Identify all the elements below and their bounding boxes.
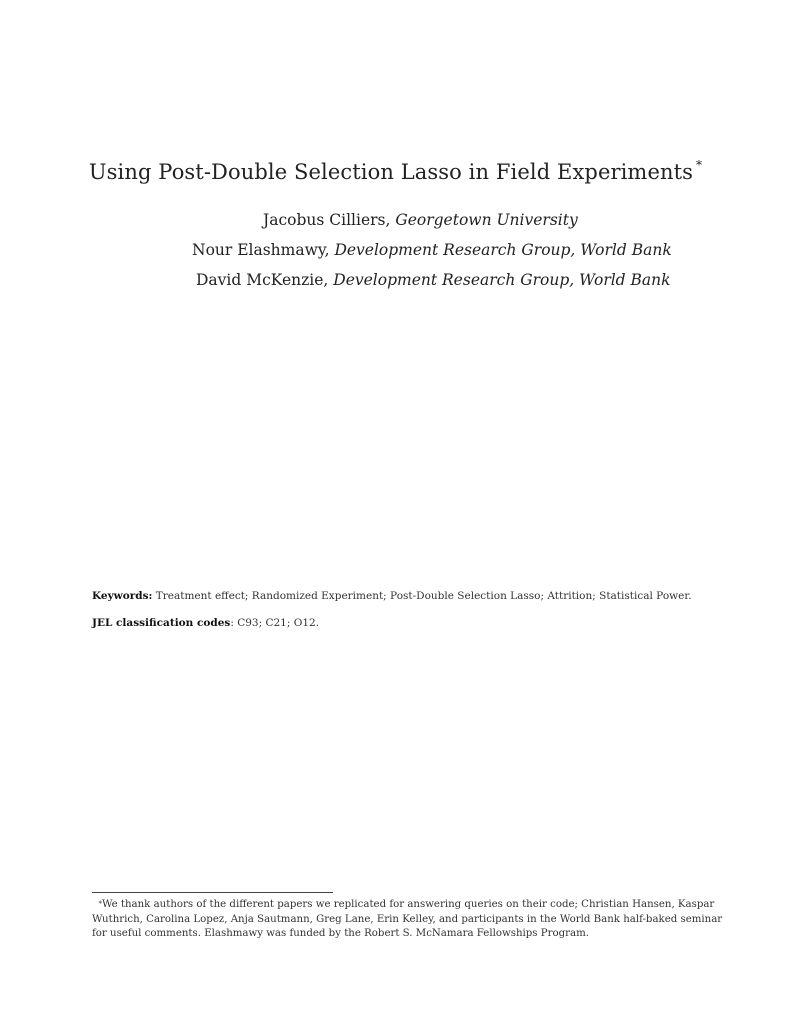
- paper-title-text: Using Post-Double Selection Lasso in Field Experiments: [88, 160, 694, 184]
- jel-codes-line: [92, 617, 319, 629]
- author-line-elashmawy: [192, 241, 672, 259]
- author-line-mckenzie: [196, 271, 671, 289]
- paper-title: [0, 160, 791, 184]
- acknowledgement-footnote: [92, 898, 723, 942]
- title-footnote-mark: *: [696, 158, 703, 172]
- footnote-divider: [92, 892, 333, 893]
- jel-label: JEL classification codes: [92, 617, 231, 629]
- author-name: David McKenzie,: [196, 271, 329, 289]
- author-name: Jacobus Cilliers,: [263, 211, 391, 229]
- author-affiliation: Georgetown University: [395, 211, 578, 229]
- jel-codes-text: : C93; C21; O12.: [230, 617, 320, 629]
- footnote-line: Wuthrich, Carolina Lopez, Anja Sautmann, Greg Lane, Erin Kelley, and participants in the World Bank half-baked seminar: [92, 913, 723, 925]
- footnote-line: [92, 898, 715, 913]
- author-line-cilliers: [263, 211, 578, 229]
- footnote-line-text: We thank authors of the different papers we replicated for answering queries on their code; Christian Hansen, Kaspar: [101, 899, 715, 910]
- keywords-line: [92, 590, 692, 602]
- author-affiliation: Development Research Group, World Bank: [333, 271, 671, 289]
- keywords-label: Keywords:: [92, 590, 153, 602]
- author-name: Nour Elashmawy,: [192, 241, 330, 259]
- footnote-line: for useful comments. Elashmawy was funded by the Robert S. McNamara Fellowships Program.: [92, 928, 589, 939]
- footnote-mark: *: [98, 900, 102, 908]
- keywords-text: Treatment effect; Randomized Experiment; Post-Double Selection Lasso; Attrition; Statistical Power.: [155, 590, 692, 602]
- author-affiliation: Development Research Group, World Bank: [334, 241, 672, 259]
